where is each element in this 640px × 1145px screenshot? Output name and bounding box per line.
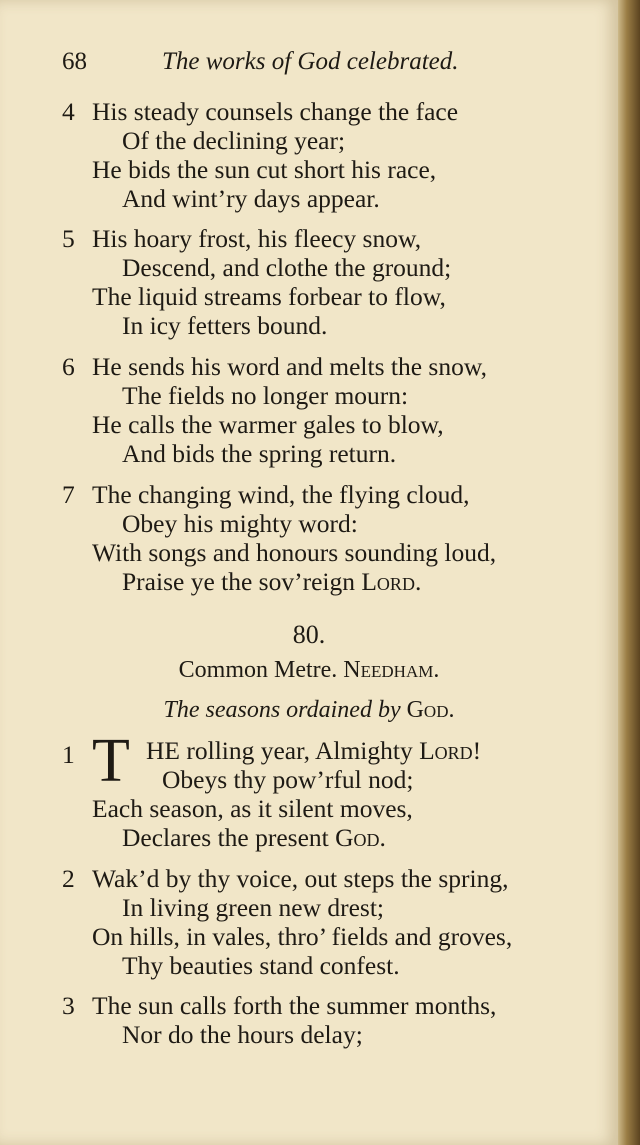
- metre-label: Common Metre.: [178, 657, 338, 683]
- verse-line: Each season, as it silent moves,: [92, 794, 413, 823]
- divine-name: God.: [335, 823, 386, 852]
- verse-line: Wak’d by thy voice, out steps the spring,: [92, 864, 509, 893]
- verse-line: Of the declining year;: [122, 126, 346, 155]
- verse-line: The fields no longer mourn:: [122, 381, 409, 410]
- verse-text: HE rolling year, Almighty: [146, 736, 413, 765]
- drop-cap: T: [92, 727, 130, 795]
- running-title: The works of God celebrated.: [162, 48, 459, 75]
- stanza-number: 1: [62, 740, 75, 769]
- hymn-subtitle: [0, 697, 618, 724]
- verse-line: Thy beauties stand confest.: [122, 951, 400, 980]
- verse-line: Obey his mighty word:: [122, 509, 358, 538]
- verse-text: Declares the present: [122, 823, 329, 852]
- page-number: 68: [62, 48, 87, 75]
- stanza-number: 3: [62, 991, 75, 1020]
- verse-line: With songs and honours sounding loud,: [92, 538, 497, 567]
- verse-line: And bids the spring return.: [122, 439, 397, 468]
- page-edge: [618, 0, 640, 1145]
- verse-line: On hills, in vales, thro’ fields and groves,: [92, 922, 513, 951]
- verse-line: The sun calls forth the summer months,: [92, 991, 497, 1020]
- verse-line: [146, 736, 481, 765]
- verse-line: He bids the sun cut short his race,: [92, 155, 437, 184]
- stanza-number: 6: [62, 352, 75, 381]
- hymn-metre: [0, 657, 618, 684]
- stanza-number: 2: [62, 864, 75, 893]
- divine-name: God.: [406, 697, 455, 723]
- verse-line: His hoary frost, his fleecy snow,: [92, 224, 422, 253]
- verse-line: He calls the warmer gales to blow,: [92, 410, 444, 439]
- divine-name: Lord.: [361, 567, 422, 596]
- verse-line: Obeys thy pow’rful nod;: [162, 765, 414, 794]
- hymn-number: 80.: [292, 620, 326, 649]
- verse-line: He sends his word and melts the snow,: [92, 352, 487, 381]
- tune-name: Needham.: [343, 657, 440, 683]
- verse-line: Descend, and clothe the ground;: [122, 253, 452, 282]
- verse-line: [122, 567, 421, 596]
- verse-line: And wint’ry days appear.: [122, 184, 380, 213]
- verse-line: The liquid streams forbear to flow,: [92, 282, 446, 311]
- verse-text: Praise ye the sov’reign: [122, 567, 355, 596]
- verse-line: In living green new drest;: [122, 893, 385, 922]
- stanza-number: 5: [62, 224, 75, 253]
- verse-line: [122, 823, 386, 852]
- subtitle-text: The seasons ordained by: [163, 697, 401, 723]
- divine-name: Lord!: [419, 736, 482, 765]
- stanza-number: 7: [62, 480, 75, 509]
- stanza-number: 4: [62, 97, 75, 126]
- verse-line: His steady counsels change the face: [92, 97, 459, 126]
- verse-line: Nor do the hours delay;: [122, 1020, 363, 1049]
- verse-line: The changing wind, the flying cloud,: [92, 480, 470, 509]
- verse-line: In icy fetters bound.: [122, 311, 328, 340]
